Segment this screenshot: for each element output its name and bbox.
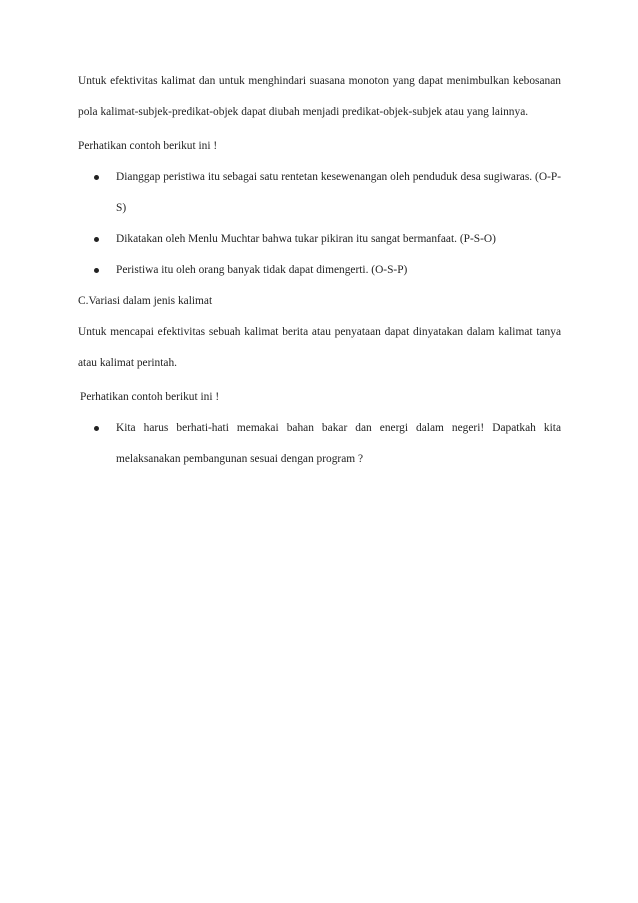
list-item-text: Peristiwa itu oleh orang banyak tidak dapat dimengerti. (O-S-P) <box>116 264 408 276</box>
list-item-text: Dianggap peristiwa itu sebagai satu rentetan kesewenangan oleh penduduk desa sugiwaras. (O-P-S) <box>116 171 561 214</box>
list-item <box>78 413 561 475</box>
list-item <box>78 255 561 286</box>
document-page <box>78 66 561 475</box>
example-heading-1: Perhatikan contoh berikut ini ! <box>78 140 218 152</box>
bullet-icon <box>94 237 99 242</box>
list-item <box>78 162 561 224</box>
bullet-icon <box>94 268 99 273</box>
list-item-text: Kita harus berhati-hati memakai bahan bakar dan energi dalam negeri! Dapatkah kita melaksanakan pembangunan sesuai dengan program ? <box>116 422 561 465</box>
example-heading-2 <box>78 382 561 413</box>
variation-paragraph: Untuk mencapai efektivitas sebuah kalimat berita atau penyataan dapat dinyatakan dalam kalimat tanya atau kalimat perintah. <box>78 326 561 369</box>
section-heading: C.Variasi dalam jenis kalimat <box>78 295 213 307</box>
example-list-1 <box>78 162 561 286</box>
list-item-text: Dikatakan oleh Menlu Muchtar bahwa tukar pikiran itu sangat bermanfaat. (P-S-O) <box>116 233 496 245</box>
example-heading-2-text: Perhatikan contoh berikut ini ! <box>80 391 220 403</box>
bullet-icon <box>94 175 99 180</box>
bullet-icon <box>94 426 99 431</box>
list-item <box>78 224 561 255</box>
example-list-2 <box>78 413 561 475</box>
intro-paragraph: Untuk efektivitas kalimat dan untuk menghindari suasana monoton yang dapat menimbulkan kebosanan pola kalimat-subjek-predikat-objek dapat diubah menjadi predikat-objek-subjek atau yang lainnya. <box>78 75 561 118</box>
